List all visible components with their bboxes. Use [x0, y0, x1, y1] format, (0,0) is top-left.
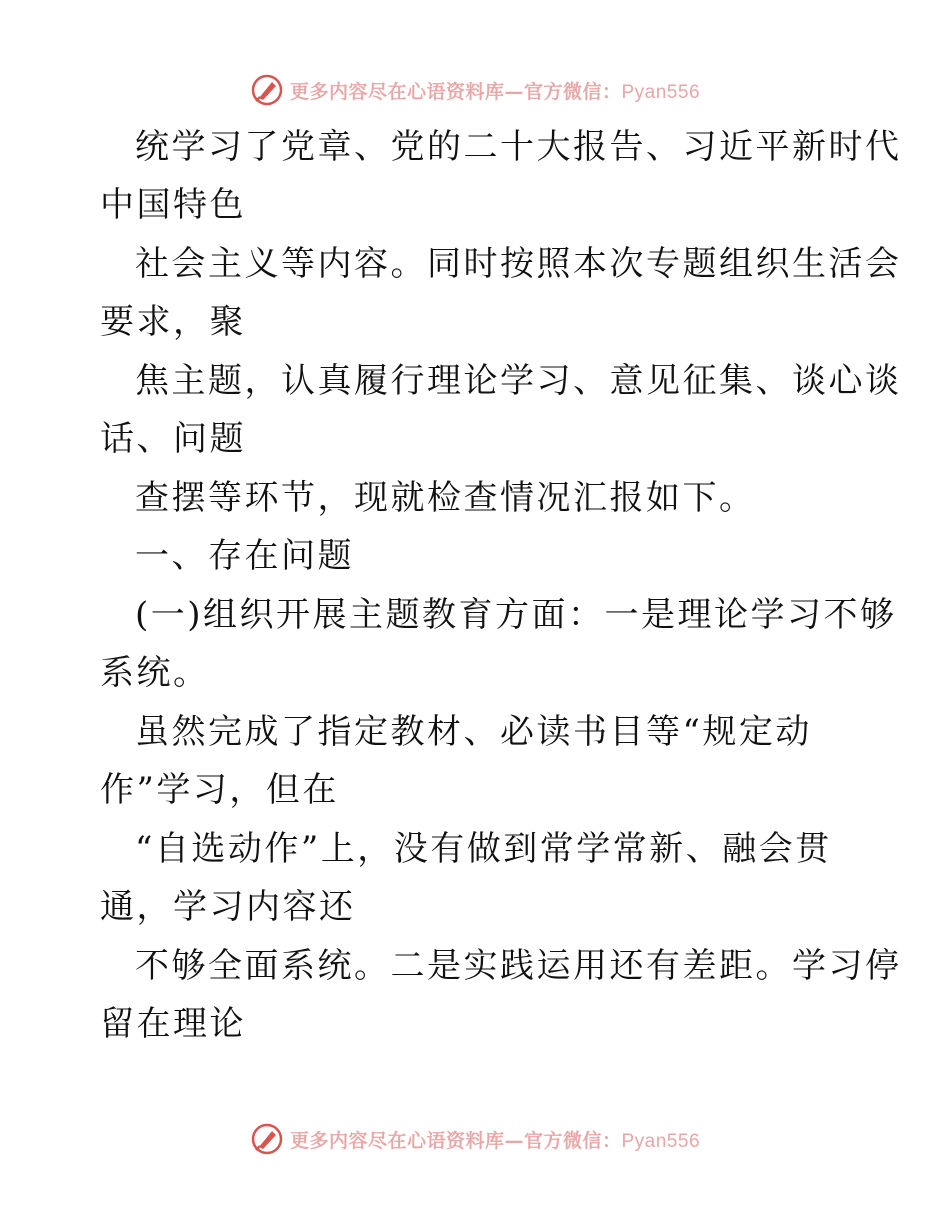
text-line: 系统。	[100, 653, 210, 693]
text-line: 要求，聚	[100, 302, 246, 342]
watermark-text: 更多内容尽在心语资料库—官方微信：Pyan556	[289, 80, 701, 103]
section-heading: 一、存在问题	[135, 536, 354, 576]
text-line: “自选动作”上，没有做到常学常新、融会贯	[135, 829, 832, 869]
pen-logo-icon	[250, 1122, 284, 1156]
footer-watermark	[0, 1119, 950, 1159]
text-line: 话、问题	[100, 419, 246, 459]
text-line: 社会主义等内容。同时按照本次专题组织生活会	[135, 244, 902, 284]
text-line: 统学习了党章、党的二十大报告、习近平新时代	[135, 127, 902, 167]
text-line: 作”学习，但在	[100, 770, 339, 810]
text-line: 虽然完成了指定教材、必读书目等“规定动	[135, 712, 812, 752]
watermark-text: 更多内容尽在心语资料库—官方微信：Pyan556	[289, 1129, 701, 1152]
text-line: 查摆等环节，现就检查情况汇报如下。	[135, 478, 756, 518]
text-line: (一)组织开展主题教育方面：一是理论学习不够	[135, 595, 897, 635]
text-line: 不够全面系统。二是实践运用还有差距。学习停	[135, 946, 902, 986]
text-line: 留在理论	[100, 1004, 246, 1044]
text-line: 通，学习内容还	[100, 887, 356, 927]
text-line: 焦主题，认真履行理论学习、意见征集、谈心谈	[135, 361, 902, 401]
text-line: 中国特色	[100, 185, 246, 225]
